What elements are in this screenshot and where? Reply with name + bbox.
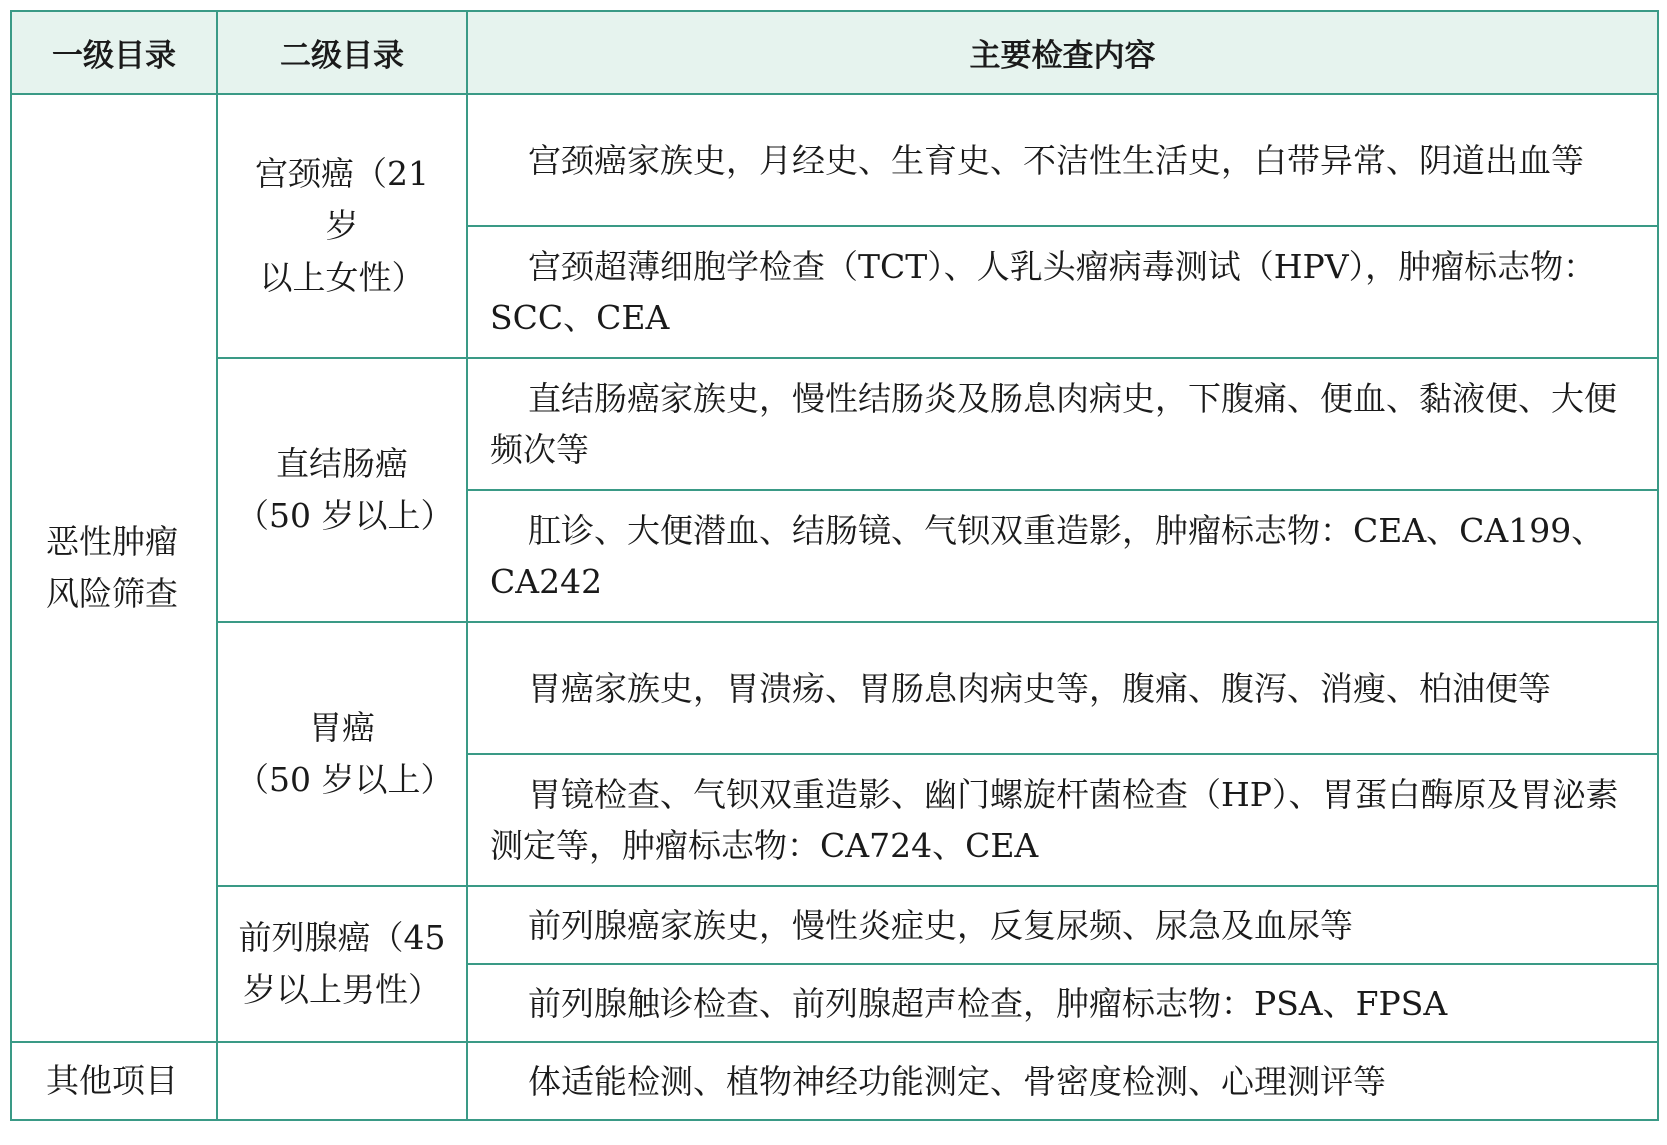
level2-line: 以上女性） (259, 258, 425, 297)
level2-line: 直结肠癌 (276, 444, 408, 483)
content-cell: 宫颈超薄细胞学检查（TCT）、人乳头瘤病毒测试（HPV），肿瘤标志物：SCC、CEA (467, 226, 1658, 358)
level2-line: （50 岁以上） (236, 760, 454, 799)
header-level1: 一级目录 (11, 11, 217, 94)
level1-line: 风险筛查 (46, 574, 178, 613)
header-content: 主要检查内容 (467, 11, 1658, 94)
level2-line: 岁以上男性） (243, 970, 441, 1009)
content-cell: 胃癌家族史，胃溃疡、胃肠息肉病史等，腹痛、腹泻、消瘦、柏油便等 (467, 622, 1658, 754)
level2-cell-colorectal (217, 358, 467, 622)
content-cell: 体适能检测、植物神经功能测定、骨密度检测、心理测评等 (467, 1042, 1658, 1120)
content-cell: 前列腺癌家族史，慢性炎症史，反复尿频、尿急及血尿等 (467, 886, 1658, 964)
table-row (11, 94, 1658, 226)
level2-line: （50 岁以上） (236, 496, 454, 535)
table-row (11, 1042, 1658, 1120)
level2-line: 前列腺癌（45 (238, 918, 446, 957)
table-row (11, 886, 1658, 964)
table-row (11, 622, 1658, 754)
level2-cell-cervical (217, 94, 467, 358)
level1-cell-cancer-screening (11, 94, 217, 1042)
level1-line: 恶性肿瘤 (46, 522, 178, 561)
level2-cell-gastric (217, 622, 467, 886)
header-row (11, 11, 1658, 94)
level2-line: 胃癌 (309, 708, 375, 747)
header-level2: 二级目录 (217, 11, 467, 94)
content-cell: 直结肠癌家族史，慢性结肠炎及肠息肉病史，下腹痛、便血、黏液便、大便频次等 (467, 358, 1658, 490)
content-cell: 前列腺触诊检查、前列腺超声检查，肿瘤标志物：PSA、FPSA (467, 964, 1658, 1042)
level2-cell-prostate (217, 886, 467, 1042)
content-cell: 肛诊、大便潜血、结肠镜、气钡双重造影，肿瘤标志物：CEA、CA199、CA242 (467, 490, 1658, 622)
level1-cell-other: 其他项目 (11, 1042, 217, 1120)
checkup-table (10, 10, 1659, 1121)
content-cell: 宫颈癌家族史，月经史、生育史、不洁性生活史，白带异常、阴道出血等 (467, 94, 1658, 226)
level2-cell-empty (217, 1042, 467, 1120)
content-cell: 胃镜检查、气钡双重造影、幽门螺旋杆菌检查（HP）、胃蛋白酶原及胃泌素测定等，肿瘤标志物：CA724、CEA (467, 754, 1658, 886)
level2-line: 宫颈癌（21 岁 (255, 154, 429, 245)
table-row (11, 358, 1658, 490)
